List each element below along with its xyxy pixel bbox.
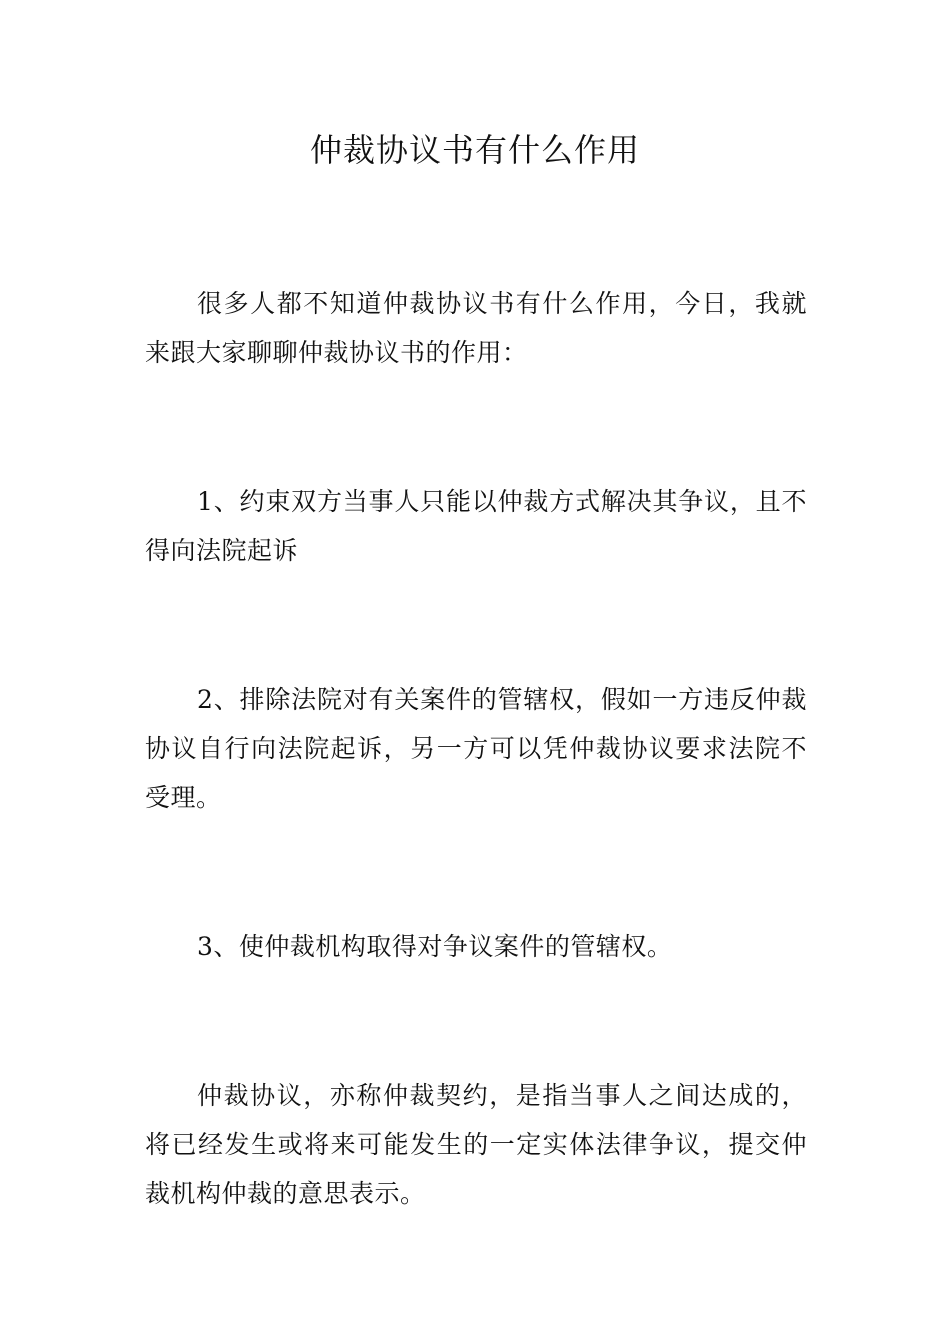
document-title: 仲裁协议书有什么作用 (309, 131, 640, 169)
paragraph-point-2: 2、排除法院对有关案件的管辖权，假如一方违反仲裁协议自行向法院起诉，另一方可以凭仲裁协议要求法院不受理。 (145, 685, 807, 812)
paragraph-point-3: 3、使仲裁机构取得对争议案件的管辖权。 (197, 932, 673, 961)
paragraph-definition: 仲裁协议，亦称仲裁契约，是指当事人之间达成的，将已经发生或将来可能发生的一定实体法律争议，提交仲裁机构仲裁的意思表示。 (145, 1081, 807, 1208)
paragraph-intro: 很多人都不知道仲裁协议书有什么作用，今日，我就来跟大家聊聊仲裁协议书的作用： (145, 289, 807, 367)
paragraph-point-1: 1、约束双方当事人只能以仲裁方式解决其争议，且不得向法院起诉 (145, 487, 807, 565)
